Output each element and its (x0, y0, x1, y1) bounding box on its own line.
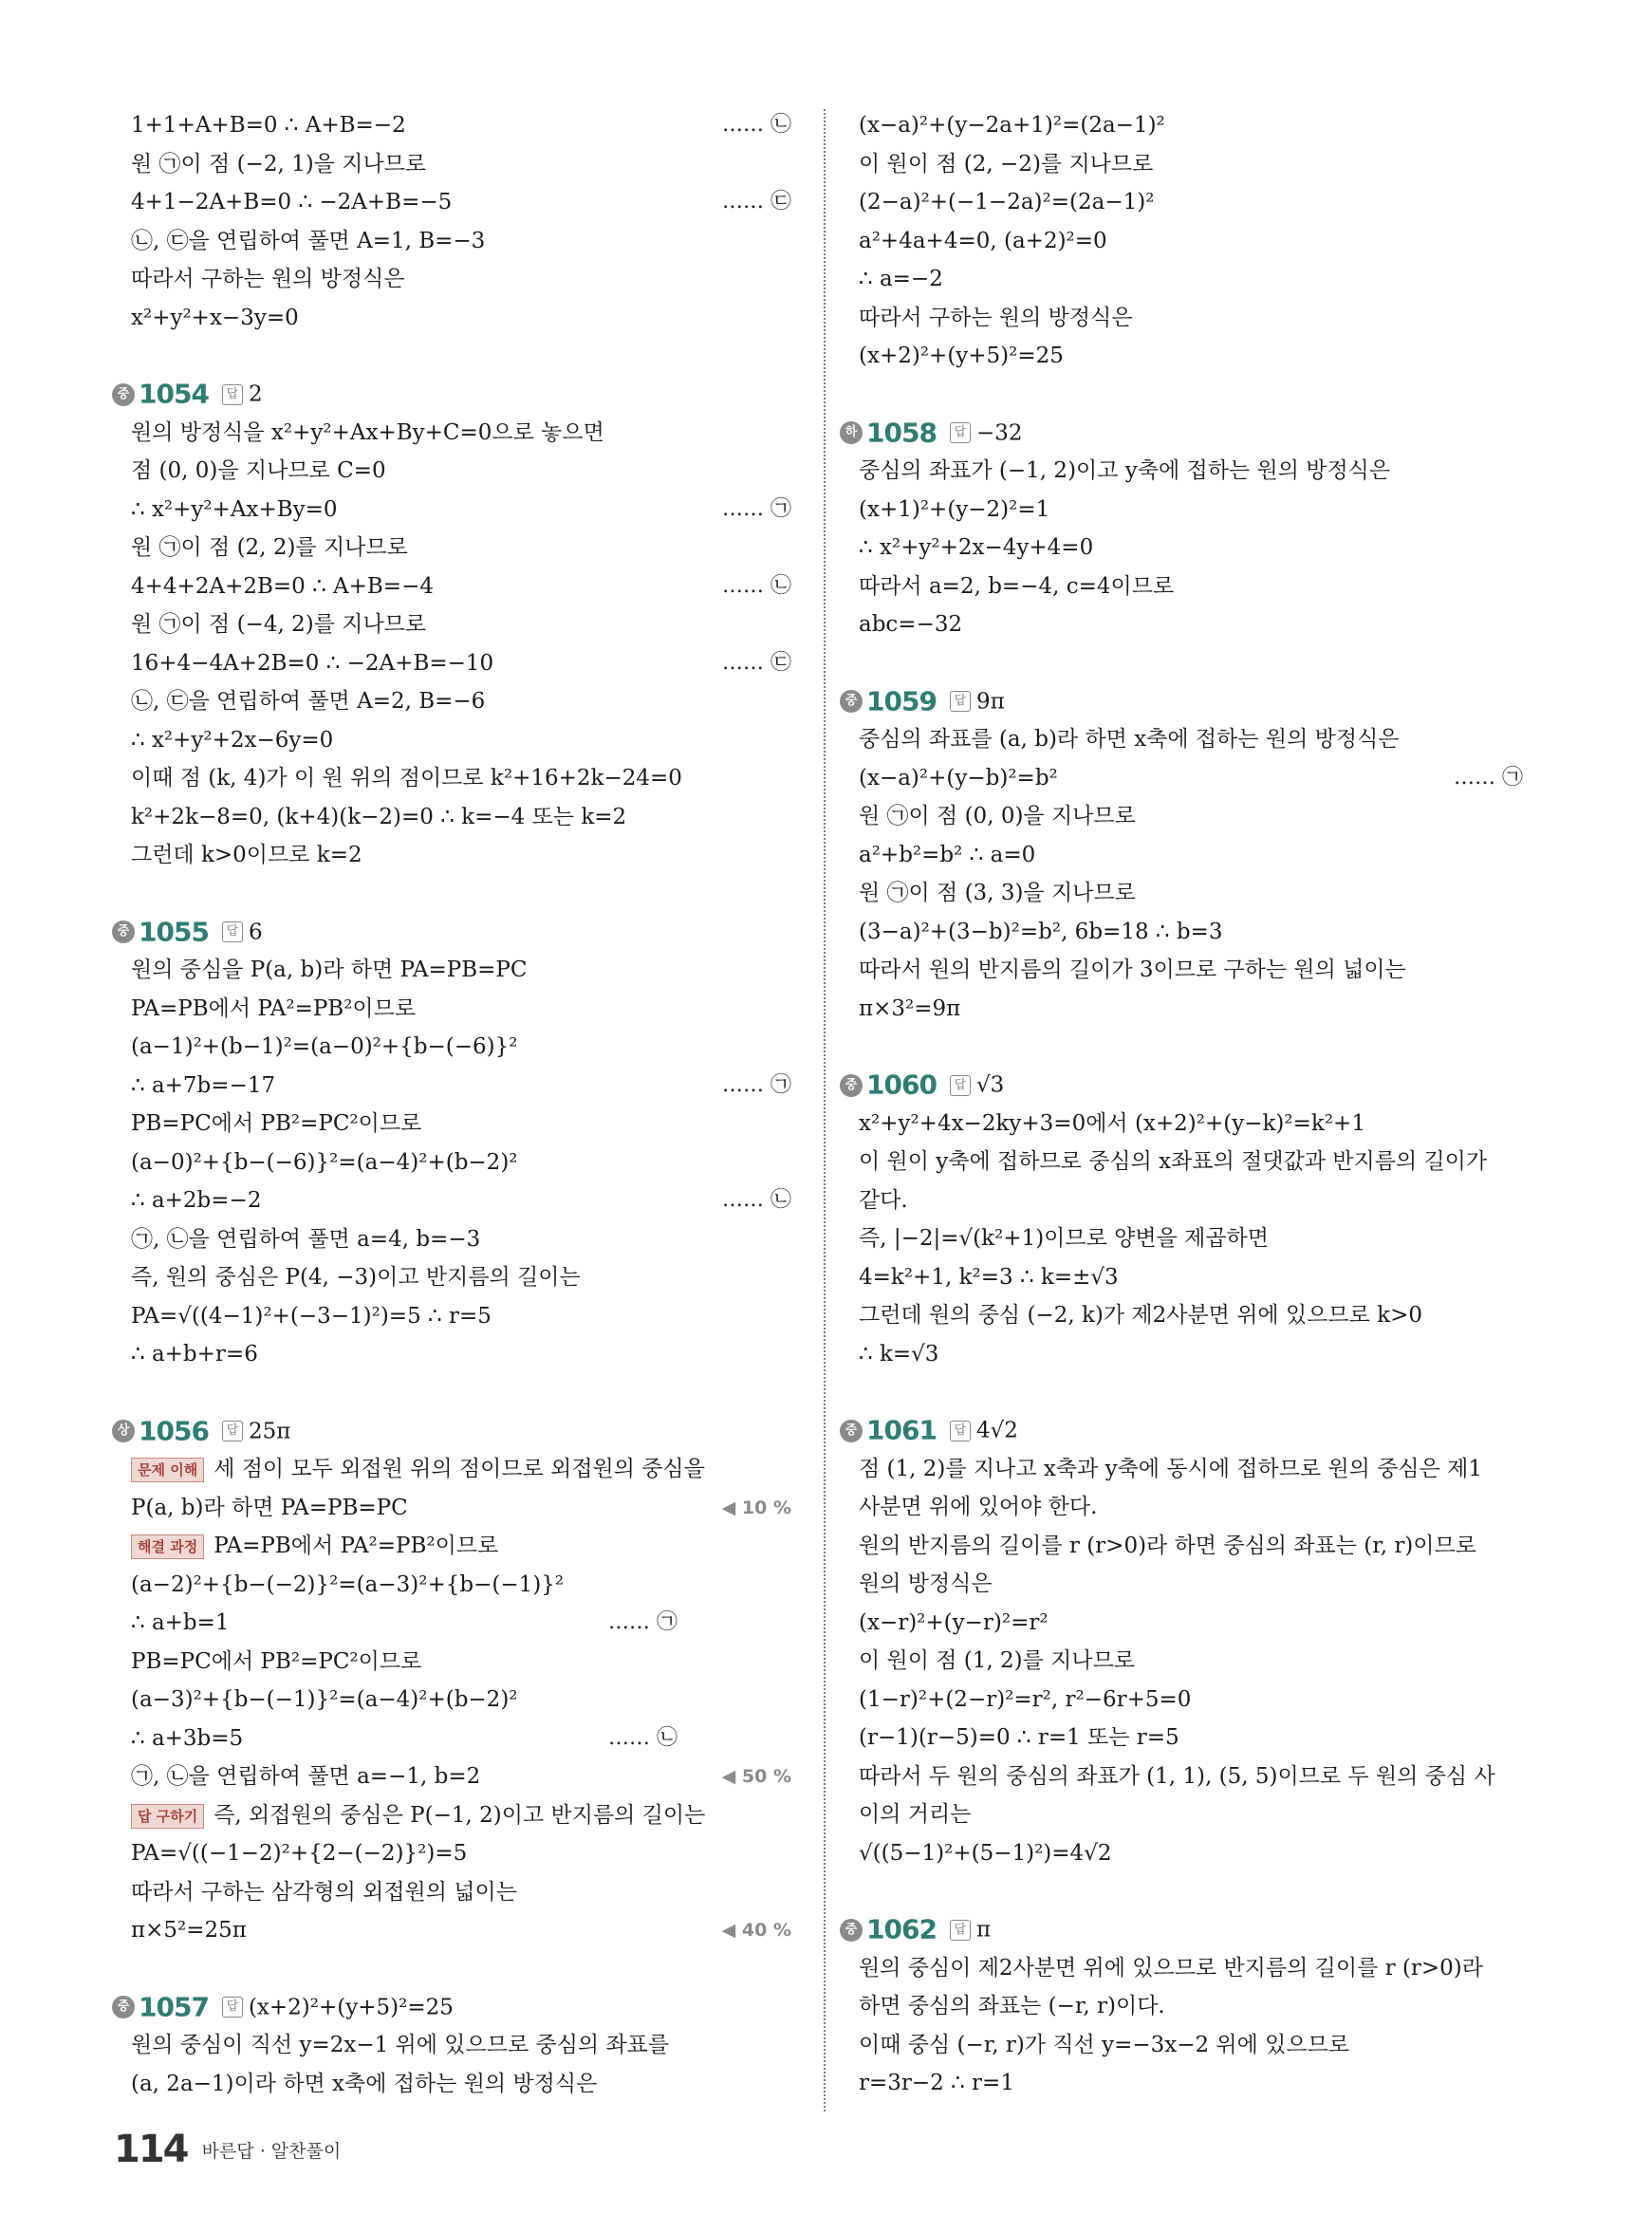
solution-line (859, 529, 1523, 567)
line-text: 원의 중심이 직선 y=2x−1 위에 있으므로 중심의 좌표를 (131, 2033, 670, 2057)
solution-line (859, 260, 1523, 299)
line-text: 4+1−2A+B=0 ∴ −2A+B=−5 (131, 190, 453, 214)
solution-line (859, 951, 1523, 990)
line-text: (a−1)²+(b−1)²=(a−0)²+{b−(−6)}² (131, 1034, 518, 1059)
score-percent: ◀ 10 % (721, 1497, 791, 1518)
answer-value: 2 (248, 381, 263, 407)
problem-number: 1062 (866, 1913, 937, 1945)
line-text: ∴ x²+y²+2x−4y+4=0 (859, 535, 1094, 560)
equation-marker: …… ㉡ (722, 1188, 791, 1212)
solution-line (131, 452, 791, 491)
equation-marker: …… ㉡ (608, 1725, 678, 1750)
solution-line (859, 1527, 1523, 1566)
line-text: 4+4+2A+2B=0 ∴ A+B=−4 (131, 573, 434, 599)
solution-line (859, 605, 1523, 644)
solution-line (859, 452, 1523, 491)
equation-marker: …… ㉠ (722, 496, 791, 521)
solution-line (859, 1949, 1523, 1988)
line-text: abc=−32 (859, 612, 963, 637)
difficulty-badge: 하 (840, 421, 863, 444)
page-number: 114 (114, 2128, 188, 2171)
line-text: 같다. (859, 1187, 908, 1213)
solution-line (859, 2026, 1523, 2065)
answer-label: 답 (950, 691, 971, 712)
difficulty-badge: 상 (112, 1420, 135, 1442)
equation-marker: …… ㉠ (722, 1072, 791, 1097)
line-text: PB=PC에서 PB²=PC²이므로 (131, 1648, 422, 1674)
line-text: 원의 중심을 P(a, b)라 하면 PA=PB=PC (131, 958, 528, 982)
problem-number: 1057 (139, 1990, 209, 2022)
problem-number: 1059 (866, 684, 937, 716)
line-text: √((5−1)²+(5−1)²)=4√2 (859, 1840, 1112, 1866)
solution-line (859, 299, 1523, 338)
solution-line (131, 1220, 791, 1259)
answer-label: 답 (222, 1997, 243, 2018)
solution-line (859, 1181, 1523, 1220)
line-text: (x−a)²+(y−b)²=b² (859, 765, 1058, 790)
line-text: (3−a)²+(3−b)²=b², 6b=18 ∴ b=3 (859, 919, 1223, 944)
line-text: a²+b²=b² ∴ a=0 (859, 842, 1036, 867)
line-text: 4=k²+1, k²=3 ∴ k=±√3 (859, 1264, 1119, 1290)
difficulty-badge: 중 (840, 1919, 863, 1942)
line-text: 이 원이 점 (2, −2)를 지나므로 (859, 151, 1154, 177)
solution-line (859, 1681, 1523, 1720)
section-gap (131, 875, 791, 913)
difficulty-badge: 중 (112, 1996, 135, 2018)
solution-line (859, 759, 1523, 798)
line-text: PB=PC에서 PB²=PC²이므로 (131, 1111, 422, 1136)
difficulty-badge: 중 (840, 690, 863, 713)
solution-line (131, 1834, 791, 1873)
solution-line (131, 1450, 791, 1489)
solution-line (859, 1987, 1523, 2026)
solution-line (131, 260, 791, 299)
step-label: 문제 이해 (131, 1458, 204, 1482)
line-text: 원 ㉠이 점 (−4, 2)를 지나므로 (131, 612, 427, 637)
line-text: ∴ x²+y²+2x−6y=0 (131, 727, 334, 753)
solution-line (859, 1105, 1523, 1144)
answer-label: 답 (950, 422, 971, 443)
line-text: x²+y²+x−3y=0 (131, 305, 299, 330)
answer-label: 답 (222, 1421, 243, 1441)
line-text: PA=PB에서 PA²=PB²이므로 (131, 995, 417, 1021)
solution-line (859, 491, 1523, 530)
line-text: ∴ a=−2 (859, 267, 943, 291)
section-gap (131, 337, 791, 375)
line-text: (a, 2a−1)이라 하면 x축에 접하는 원의 방정식은 (131, 2071, 598, 2096)
line-text: PA=√((4−1)²+(−3−1)²)=5 ∴ r=5 (131, 1303, 492, 1329)
problem-header (840, 682, 1523, 721)
equation-marker: …… ㉢ (722, 650, 791, 675)
answer-value: −32 (975, 419, 1023, 445)
answer-value: (x+2)²+(y+5)²=25 (248, 1994, 454, 2019)
line-text: 따라서 구하는 원의 방정식은 (859, 305, 1133, 330)
left-column (117, 106, 791, 2103)
equation-marker: …… ㉠ (1454, 765, 1523, 790)
answer-label: 답 (950, 1075, 971, 1096)
column-divider (824, 109, 826, 2111)
line-text: 즉, |−2|=√(k²+1)이므로 양변을 제곱하면 (859, 1226, 1269, 1251)
line-text: ∴ a+2b=−2 (131, 1188, 262, 1213)
solution-line (131, 1911, 791, 1950)
solution-line (131, 682, 791, 721)
line-text: 따라서 a=2, b=−4, c=4이므로 (859, 573, 1175, 599)
answer-value: π (975, 1917, 992, 1943)
solution-line (859, 2064, 1523, 2103)
solution-line (131, 836, 791, 875)
score-percent: ◀ 50 % (721, 1766, 791, 1787)
solution-line (131, 414, 791, 453)
line-text: 그런데 k>0이므로 k=2 (131, 843, 362, 867)
problem-header (112, 1988, 791, 2027)
solution-line (859, 1795, 1523, 1834)
line-text: (x−a)²+(y−2a+1)²=(2a−1)² (859, 113, 1165, 138)
line-text: 따라서 구하는 삼각형의 외접원의 넓이는 (131, 1879, 517, 1905)
problem-header (840, 1411, 1523, 1450)
section-gap (859, 1028, 1523, 1066)
solution-line (131, 1335, 791, 1374)
section-gap (859, 376, 1523, 414)
difficulty-badge: 중 (112, 921, 135, 943)
solution-line (859, 874, 1523, 913)
answer-label: 답 (222, 921, 243, 942)
step-label: 해결 과정 (131, 1534, 204, 1559)
problem-header (112, 913, 791, 952)
solution-line (131, 145, 791, 184)
line-text: 따라서 구하는 원의 방정식은 (131, 267, 405, 291)
solution-line (131, 951, 791, 990)
equation-marker: …… ㉡ (722, 113, 791, 137)
section-gap (131, 1374, 791, 1412)
difficulty-badge: 중 (112, 383, 135, 406)
solution-line (859, 797, 1523, 836)
answer-label: 답 (222, 384, 243, 405)
line-text: ∴ a+b+r=6 (131, 1342, 258, 1367)
line-text: (2−a)²+(−1−2a)²=(2a−1)² (859, 190, 1155, 214)
line-text: (x+1)²+(y−2)²=1 (859, 496, 1050, 522)
solution-line (131, 2026, 791, 2065)
solution-line (859, 720, 1523, 759)
difficulty-badge: 중 (840, 1420, 863, 1442)
line-text: 이때 중심 (−r, r)가 직선 y=−3x−2 위에 있으므로 (859, 2032, 1350, 2057)
section-gap (859, 1373, 1523, 1411)
solution-line (131, 567, 791, 606)
difficulty-badge: 중 (840, 1074, 863, 1097)
answer-label: 답 (950, 1421, 971, 1441)
solution-line (859, 106, 1523, 145)
solution-line (859, 1296, 1523, 1335)
solution-line (131, 491, 791, 530)
answer-label: 답 (950, 1920, 971, 1941)
line-text: (1−r)²+(2−r)²=r², r²−6r+5=0 (859, 1686, 1192, 1712)
solution-line (859, 1143, 1523, 1181)
solution-line (131, 644, 791, 683)
line-text: 원의 반지름의 길이를 r (r>0)라 하면 중심의 좌표는 (r, r)이므로 (859, 1533, 1476, 1558)
solution-line (131, 2065, 791, 2104)
equation-marker: …… ㉡ (722, 573, 791, 598)
solution-line (131, 1144, 791, 1182)
solution-line (131, 1604, 791, 1643)
solution-line (131, 299, 791, 338)
solution-line (859, 913, 1523, 952)
line-text: 원의 방정식을 x²+y²+Ax+By+C=0으로 놓으면 (131, 419, 604, 445)
solution-line (131, 183, 791, 222)
line-text: ∴ a+3b=5 (131, 1725, 244, 1751)
answer-value: 25π (248, 1418, 291, 1443)
answer-value: √3 (975, 1072, 1005, 1098)
solution-line (131, 1489, 791, 1528)
line-text: 즉, 원의 중심은 P(4, −3)이고 반지름의 길이는 (131, 1265, 581, 1290)
line-text: 따라서 두 원의 중심의 좌표가 (1, 1), (5, 5)이므로 두 원의 중심 사 (859, 1763, 1495, 1789)
right-column (845, 106, 1523, 2103)
line-text: (r−1)(r−5)=0 ∴ r=1 또는 r=5 (859, 1725, 1179, 1750)
solution-line (859, 1488, 1523, 1527)
line-text: 하면 중심의 좌표는 (−r, r)이다. (859, 1994, 1165, 2018)
solution-line (859, 145, 1523, 184)
answer-value: 6 (248, 919, 263, 944)
line-text: 그런데 원의 중심 (−2, k)가 제2사분면 위에 있으므로 k>0 (859, 1303, 1422, 1328)
section-gap (859, 644, 1523, 682)
line-text: a²+4a+4=0, (a+2)²=0 (859, 228, 1107, 253)
solution-line (859, 222, 1523, 261)
problem-number: 1060 (866, 1069, 937, 1101)
solution-line (131, 605, 791, 644)
line-text: 점 (0, 0)을 지나므로 C=0 (131, 458, 386, 483)
line-text: PA=PB에서 PA²=PB²이므로 (213, 1534, 499, 1558)
line-text: (a−0)²+{b−(−6)}²=(a−4)²+(b−2)² (131, 1149, 518, 1175)
line-text: (x−r)²+(y−r)²=r² (859, 1609, 1049, 1635)
solution-line (131, 1258, 791, 1297)
line-text: ∴ a+7b=−17 (131, 1072, 276, 1098)
solution-line (859, 183, 1523, 222)
line-text: 원 ㉠이 점 (0, 0)을 지나므로 (859, 804, 1136, 828)
equation-marker: …… ㉢ (722, 190, 791, 214)
line-text: ∴ x²+y²+Ax+By=0 (131, 496, 338, 522)
line-text: π×3²=9π (859, 995, 961, 1021)
section-gap (131, 1950, 791, 1988)
solution-line (859, 1642, 1523, 1681)
line-text: 원 ㉠이 점 (3, 3)을 지나므로 (859, 881, 1136, 905)
problem-number: 1054 (139, 378, 209, 410)
line-text: 즉, 외접원의 중심은 P(−1, 2)이고 반지름의 길이는 (213, 1802, 706, 1828)
solution-line (131, 1757, 791, 1796)
answer-value: 4√2 (975, 1418, 1018, 1443)
solution-line (131, 1067, 791, 1106)
line-text: k²+2k−8=0, (k+4)(k−2)=0 ∴ k=−4 또는 k=2 (131, 804, 627, 829)
solution-line (131, 721, 791, 760)
line-text: ㉠, ㉡을 연립하여 풀면 a=4, b=−3 (131, 1226, 481, 1252)
line-text: 점 (1, 2)를 지나고 x축과 y축에 동시에 접하므로 원의 중심은 제1 (859, 1456, 1483, 1481)
problem-header (840, 414, 1523, 453)
problem-header (840, 1066, 1523, 1105)
line-text: 이 원이 y축에 접하므로 중심의 x좌표의 절댓값과 반지름의 길이가 (859, 1149, 1488, 1174)
solution-line (131, 1527, 791, 1566)
line-text: 중심의 좌표를 (a, b)라 하면 x축에 접하는 원의 방정식은 (859, 727, 1400, 752)
solution-line (859, 1604, 1523, 1643)
solution-line (131, 106, 791, 145)
problem-header (840, 1910, 1523, 1949)
line-text: 이때 점 (k, 4)가 이 원 위의 점이므로 k²+16+2k−24=0 (131, 766, 682, 790)
line-text: (a−2)²+{b−(−2)}²=(a−3)²+{b−(−1)}² (131, 1571, 565, 1597)
solution-line (859, 1219, 1523, 1258)
line-text: x²+y²+4x−2ky+3=0에서 (x+2)²+(y−k)²=k²+1 (859, 1110, 1365, 1136)
solution-line (131, 1028, 791, 1067)
score-percent: ◀ 40 % (721, 1920, 791, 1941)
solution-line (131, 1566, 791, 1605)
line-text: ㉡, ㉢을 연립하여 풀면 A=2, B=−6 (131, 689, 486, 714)
solution-line (131, 1873, 791, 1912)
solution-line (859, 990, 1523, 1029)
solution-line (131, 1181, 791, 1220)
line-text: 사분면 위에 있어야 한다. (859, 1495, 1098, 1519)
solution-line (859, 1565, 1523, 1604)
line-text: PA=√((−1−2)²+{2−(−2)}²)=5 (131, 1841, 468, 1866)
solution-line (859, 1335, 1523, 1374)
line-text: r=3r−2 ∴ r=1 (859, 2071, 1014, 2095)
solution-line (859, 337, 1523, 376)
line-text: 따라서 원의 반지름의 길이가 3이므로 구하는 원의 넓이는 (859, 958, 1406, 982)
line-text: 이 원이 점 (1, 2)를 지나므로 (859, 1648, 1136, 1673)
line-text: ㉠, ㉡을 연립하여 풀면 a=−1, b=2 (131, 1764, 481, 1789)
problem-number: 1058 (866, 416, 937, 448)
solution-line (859, 1450, 1523, 1489)
line-text: (x+2)²+(y+5)²=25 (859, 344, 1064, 368)
solution-line (131, 1297, 791, 1336)
step-label: 답 구하기 (131, 1804, 204, 1829)
problem-header (112, 375, 791, 414)
solution-line (131, 1643, 791, 1682)
solution-line (131, 222, 791, 261)
section-gap (859, 1872, 1523, 1910)
line-text: 1+1+A+B=0 ∴ A+B=−2 (131, 113, 406, 138)
solution-line (859, 836, 1523, 875)
line-text: 원의 중심이 제2사분면 위에 있으므로 반지름의 길이를 r (r>0)라 (859, 1955, 1483, 1981)
solution-line (859, 1757, 1523, 1796)
line-text: 원의 방정식은 (859, 1571, 993, 1596)
problem-number: 1056 (139, 1414, 209, 1446)
book-title: 바른답 · 알찬풀이 (201, 2140, 342, 2162)
solution-line (131, 990, 791, 1029)
solution-line (859, 1258, 1523, 1297)
line-text: 이의 거리는 (859, 1802, 972, 1827)
solution-line (859, 1719, 1523, 1757)
line-text: ∴ a+b=1 (131, 1610, 230, 1635)
page-footer (114, 2128, 341, 2171)
problem-number: 1061 (866, 1414, 937, 1446)
line-text: 원 ㉠이 점 (−2, 1)을 지나므로 (131, 151, 427, 177)
line-text: 원 ㉠이 점 (2, 2)를 지나므로 (131, 535, 408, 560)
line-text: π×5²=25π (131, 1918, 247, 1943)
solution-line (131, 529, 791, 567)
line-text: ㉡, ㉢을 연립하여 풀면 A=1, B=−3 (131, 228, 486, 253)
solution-line (131, 759, 791, 798)
line-text: (a−3)²+{b−(−1)}²=(a−4)²+(b−2)² (131, 1687, 518, 1712)
line-text: ∴ k=√3 (859, 1341, 939, 1367)
line-text: P(a, b)라 하면 PA=PB=PC (131, 1495, 408, 1520)
answer-value: 9π (975, 688, 1005, 714)
problem-header (112, 1412, 791, 1451)
line-text: 16+4−4A+2B=0 ∴ −2A+B=−10 (131, 650, 494, 676)
solution-line (131, 1796, 791, 1835)
solution-line (859, 567, 1523, 606)
solution-line (131, 1105, 791, 1144)
solution-line (131, 1720, 791, 1758)
line-text: 중심의 좌표가 (−1, 2)이고 y축에 접하는 원의 방정식은 (859, 458, 1391, 483)
solution-line (131, 1681, 791, 1720)
problem-number: 1055 (139, 915, 209, 947)
solution-line (859, 1834, 1523, 1873)
equation-marker: …… ㉠ (608, 1610, 678, 1634)
line-text: 세 점이 모두 외접원 위의 점이므로 외접원의 중심을 (213, 1457, 705, 1481)
solution-line (131, 798, 791, 837)
